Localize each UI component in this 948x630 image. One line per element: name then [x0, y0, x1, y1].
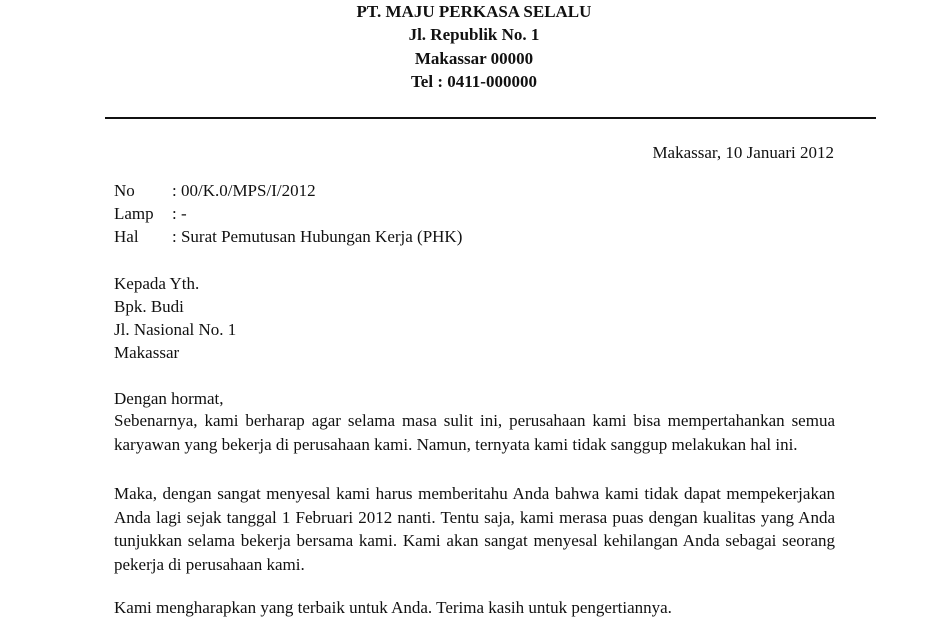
- recipient-city: Makassar: [114, 343, 180, 362]
- recipient-address: Jl. Nasional No. 1: [114, 320, 237, 339]
- recipient-salutation: Kepada Yth.: [114, 274, 200, 293]
- meta-lamp-value: : -: [172, 204, 187, 223]
- meta-lamp-row: [114, 204, 187, 224]
- company-phone: Tel : 0411-000000: [411, 72, 537, 91]
- body-paragraph-2: Maka, dengan sangat menyesal kami harus memberitahu Anda bahwa kami tidak dapat mempekerjakan Anda lagi sejak tanggal 1 Februari 2012 nanti. Tentu saja, kami merasa puas dengan kualitas yang Anda tunjukkan selama bekerja bersama kami. Kami akan sangat menyesal kehilangan Anda sebagai seorang pekerja di perusahaan kami.: [114, 484, 835, 574]
- body-paragraph-1: Sebenarnya, kami berharap agar selama masa sulit ini, perusahaan kami bisa mempertahankan semua karyawan yang bekerja di perusahaan kami. Namun, ternyata kami tidak sanggup melakukan hal ini.: [114, 411, 835, 454]
- company-city: Makassar 00000: [414, 49, 534, 68]
- meta-no-label: No: [114, 181, 135, 200]
- meta-hal-label: Hal: [114, 227, 139, 246]
- meta-no-row: [114, 181, 316, 201]
- meta-hal-value: : Surat Pemutusan Hubungan Kerja (PHK): [172, 227, 463, 246]
- place-date: Makassar, 10 Januari 2012: [652, 143, 834, 162]
- body-paragraph-3: Kami mengharapkan yang terbaik untuk Anda. Terima kasih untuk pengertiannya.: [114, 598, 672, 617]
- letterhead-divider: [105, 117, 876, 119]
- meta-no-value: : 00/K.0/MPS/I/2012: [172, 181, 316, 200]
- meta-lamp-label: Lamp: [114, 204, 154, 223]
- meta-hal-row: [114, 227, 462, 247]
- greeting: Dengan hormat,: [114, 389, 224, 408]
- company-name: PT. MAJU PERKASA SELALU: [356, 2, 592, 21]
- recipient-name: Bpk. Budi: [114, 297, 184, 316]
- company-street: Jl. Republik No. 1: [408, 25, 540, 44]
